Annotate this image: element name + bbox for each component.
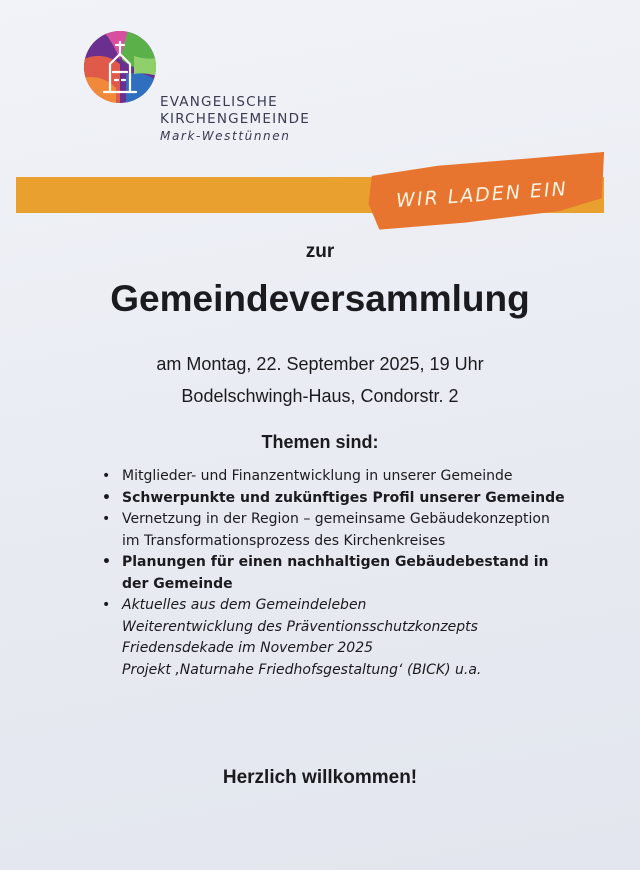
church-logo-icon	[82, 30, 158, 104]
closing-text: Herzlich willkommen!	[222, 767, 418, 788]
list-item: • Vernetzung in der Region – gemeinsame Gebäudekonzeption im Transformationsprozess des Kirchenkreises	[100, 509, 570, 552]
page-title: Gemeindeversammlung	[110, 278, 530, 319]
org-line-2: KIRCHENGEMEINDE	[160, 111, 310, 127]
event-date: am Montag, 22. September 2025, 19 Uhr	[156, 354, 484, 374]
list-item: • Planungen für einen nachhaltigen Gebäudebestand in der Gemeinde	[100, 552, 570, 595]
list-item-line: Friedensdekade im November 2025	[122, 640, 374, 656]
org-line-1: EVANGELISCHE	[160, 94, 278, 110]
banner-text: WIR LADEN EIN	[395, 178, 569, 212]
invite-prefix: zur	[305, 241, 335, 262]
org-location: Mark-Westtünnen	[160, 129, 291, 143]
event-location: Bodelschwingh-Haus, Condorstr. 2	[181, 386, 459, 406]
organization-name	[160, 94, 310, 145]
topics-list	[100, 466, 570, 681]
topics-heading: Themen sind:	[261, 432, 379, 452]
list-item-line: Weiterentwicklung des Präventionsschutzkonzepts	[122, 618, 478, 635]
list-item: • Mitglieder- und Finanzentwicklung in unserer Gemeinde	[100, 466, 570, 488]
list-item: • Schwerpunkte und zukünftiges Profil unserer Gemeinde	[100, 488, 570, 510]
list-item-line: Projekt ‚Naturnahe Friedhofsgestaltung‘ (BICK) u.a.	[122, 661, 482, 678]
list-item	[100, 595, 570, 681]
list-item-line: Aktuelles aus dem Gemeindeleben	[122, 597, 367, 613]
